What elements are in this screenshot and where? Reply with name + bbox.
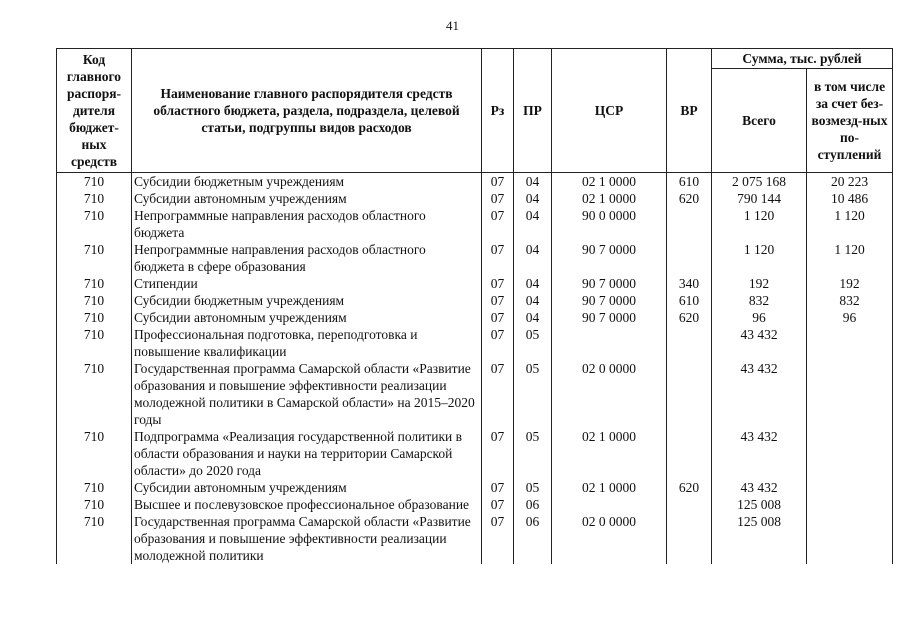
cell-total: 125 008 bbox=[712, 496, 807, 513]
cell-name: Непрограммные направления расходов областного бюджета в сфере образования bbox=[132, 241, 482, 275]
table-row bbox=[57, 309, 893, 326]
cell-rz: 07 bbox=[482, 326, 514, 360]
cell-vr: 340 bbox=[667, 275, 712, 292]
cell-code: 710 bbox=[57, 190, 132, 207]
table-row bbox=[57, 428, 893, 479]
cell-code: 710 bbox=[57, 292, 132, 309]
cell-grants: 1 120 bbox=[807, 207, 893, 241]
cell-rz: 07 bbox=[482, 513, 514, 564]
cell-rz: 07 bbox=[482, 241, 514, 275]
table-body bbox=[57, 173, 893, 565]
cell-name: Субсидии бюджетным учреждениям bbox=[132, 292, 482, 309]
cell-grants bbox=[807, 496, 893, 513]
cell-vr bbox=[667, 496, 712, 513]
cell-pr: 04 bbox=[514, 241, 552, 275]
cell-grants bbox=[807, 513, 893, 564]
cell-total: 192 bbox=[712, 275, 807, 292]
budget-table bbox=[56, 48, 893, 564]
cell-vr: 610 bbox=[667, 292, 712, 309]
cell-pr: 05 bbox=[514, 360, 552, 428]
cell-total: 43 432 bbox=[712, 360, 807, 428]
cell-total: 43 432 bbox=[712, 428, 807, 479]
cell-total: 1 120 bbox=[712, 241, 807, 275]
cell-code: 710 bbox=[57, 309, 132, 326]
cell-grants: 20 223 bbox=[807, 173, 893, 191]
cell-csr: 02 1 0000 bbox=[552, 190, 667, 207]
cell-rz: 07 bbox=[482, 292, 514, 309]
cell-grants bbox=[807, 428, 893, 479]
cell-name: Государственная программа Самарской области «Развитие образования и повышение эффективности реализации молодежной политики в Самарской области» на 2015–2020 годы bbox=[132, 360, 482, 428]
cell-grants: 192 bbox=[807, 275, 893, 292]
cell-grants: 832 bbox=[807, 292, 893, 309]
cell-rz: 07 bbox=[482, 479, 514, 496]
table-row bbox=[57, 207, 893, 241]
table-row bbox=[57, 360, 893, 428]
cell-name: Непрограммные направления расходов областного бюджета bbox=[132, 207, 482, 241]
cell-code: 710 bbox=[57, 496, 132, 513]
cell-rz: 07 bbox=[482, 309, 514, 326]
cell-csr: 90 7 0000 bbox=[552, 241, 667, 275]
cell-vr bbox=[667, 513, 712, 564]
cell-csr bbox=[552, 326, 667, 360]
cell-code: 710 bbox=[57, 360, 132, 428]
cell-rz: 07 bbox=[482, 496, 514, 513]
header-pr: ПР bbox=[514, 49, 552, 173]
table-header bbox=[57, 49, 893, 173]
cell-csr: 02 1 0000 bbox=[552, 479, 667, 496]
table-row bbox=[57, 173, 893, 191]
cell-rz: 07 bbox=[482, 173, 514, 191]
cell-grants: 96 bbox=[807, 309, 893, 326]
cell-name: Высшее и послевузовское профессиональное образование bbox=[132, 496, 482, 513]
cell-vr: 620 bbox=[667, 309, 712, 326]
table-row bbox=[57, 292, 893, 309]
cell-pr: 04 bbox=[514, 173, 552, 191]
cell-code: 710 bbox=[57, 275, 132, 292]
table-row bbox=[57, 496, 893, 513]
cell-name: Субсидии автономным учреждениям bbox=[132, 190, 482, 207]
cell-rz: 07 bbox=[482, 207, 514, 241]
cell-pr: 04 bbox=[514, 292, 552, 309]
cell-vr: 620 bbox=[667, 479, 712, 496]
cell-rz: 07 bbox=[482, 190, 514, 207]
header-name: Наименование главного распорядителя средств областного бюджета, раздела, подраздела, целевой статьи, подгруппы видов расходов bbox=[132, 49, 482, 173]
cell-vr bbox=[667, 326, 712, 360]
cell-code: 710 bbox=[57, 326, 132, 360]
cell-csr: 02 1 0000 bbox=[552, 428, 667, 479]
cell-vr bbox=[667, 207, 712, 241]
header-grants: в том числе за счет без-возмезд-ных по-ступлений bbox=[807, 69, 893, 173]
cell-pr: 04 bbox=[514, 275, 552, 292]
cell-code: 710 bbox=[57, 241, 132, 275]
cell-total: 43 432 bbox=[712, 479, 807, 496]
table-row bbox=[57, 275, 893, 292]
cell-pr: 05 bbox=[514, 326, 552, 360]
cell-grants bbox=[807, 360, 893, 428]
cell-code: 710 bbox=[57, 479, 132, 496]
cell-name: Субсидии бюджетным учреждениям bbox=[132, 173, 482, 191]
cell-vr bbox=[667, 241, 712, 275]
table-row bbox=[57, 190, 893, 207]
header-sum-group: Сумма, тыс. рублей bbox=[712, 49, 893, 69]
header-code: Код главного распоря-дителя бюджет-ных средств bbox=[57, 49, 132, 173]
table-row bbox=[57, 513, 893, 564]
cell-pr: 05 bbox=[514, 479, 552, 496]
cell-code: 710 bbox=[57, 513, 132, 564]
cell-grants: 10 486 bbox=[807, 190, 893, 207]
cell-rz: 07 bbox=[482, 275, 514, 292]
cell-name: Субсидии автономным учреждениям bbox=[132, 309, 482, 326]
cell-grants bbox=[807, 479, 893, 496]
cell-csr: 90 7 0000 bbox=[552, 309, 667, 326]
cell-total: 832 bbox=[712, 292, 807, 309]
header-total: Всего bbox=[712, 69, 807, 173]
cell-total: 43 432 bbox=[712, 326, 807, 360]
cell-name: Профессиональная подготовка, переподготовка и повышение квалификации bbox=[132, 326, 482, 360]
cell-total: 125 008 bbox=[712, 513, 807, 564]
cell-csr: 90 0 0000 bbox=[552, 207, 667, 241]
page-number: 41 bbox=[446, 18, 459, 33]
header-vr: ВР bbox=[667, 49, 712, 173]
cell-csr: 02 1 0000 bbox=[552, 173, 667, 191]
cell-vr: 610 bbox=[667, 173, 712, 191]
cell-pr: 06 bbox=[514, 513, 552, 564]
cell-total: 96 bbox=[712, 309, 807, 326]
cell-pr: 06 bbox=[514, 496, 552, 513]
table-row bbox=[57, 326, 893, 360]
cell-csr: 90 7 0000 bbox=[552, 275, 667, 292]
cell-csr bbox=[552, 496, 667, 513]
table-row bbox=[57, 241, 893, 275]
cell-total: 2 075 168 bbox=[712, 173, 807, 191]
cell-rz: 07 bbox=[482, 428, 514, 479]
cell-vr bbox=[667, 428, 712, 479]
header-rz: Рз bbox=[482, 49, 514, 173]
cell-name: Субсидии автономным учреждениям bbox=[132, 479, 482, 496]
cell-grants: 1 120 bbox=[807, 241, 893, 275]
cell-vr: 620 bbox=[667, 190, 712, 207]
cell-pr: 05 bbox=[514, 428, 552, 479]
cell-grants bbox=[807, 326, 893, 360]
cell-pr: 04 bbox=[514, 190, 552, 207]
cell-total: 1 120 bbox=[712, 207, 807, 241]
cell-total: 790 144 bbox=[712, 190, 807, 207]
cell-rz: 07 bbox=[482, 360, 514, 428]
cell-csr: 02 0 0000 bbox=[552, 360, 667, 428]
cell-csr: 02 0 0000 bbox=[552, 513, 667, 564]
cell-name: Подпрограмма «Реализация государственной политики в области образования и науки на территории Самарской области» до 2020 года bbox=[132, 428, 482, 479]
cell-vr bbox=[667, 360, 712, 428]
cell-pr: 04 bbox=[514, 207, 552, 241]
cell-name: Стипендии bbox=[132, 275, 482, 292]
cell-csr: 90 7 0000 bbox=[552, 292, 667, 309]
cell-code: 710 bbox=[57, 173, 132, 191]
cell-pr: 04 bbox=[514, 309, 552, 326]
cell-code: 710 bbox=[57, 428, 132, 479]
cell-name: Государственная программа Самарской области «Развитие образования и повышение эффективности реализации молодежной политики bbox=[132, 513, 482, 564]
header-csr: ЦСР bbox=[552, 49, 667, 173]
table-row bbox=[57, 479, 893, 496]
cell-code: 710 bbox=[57, 207, 132, 241]
